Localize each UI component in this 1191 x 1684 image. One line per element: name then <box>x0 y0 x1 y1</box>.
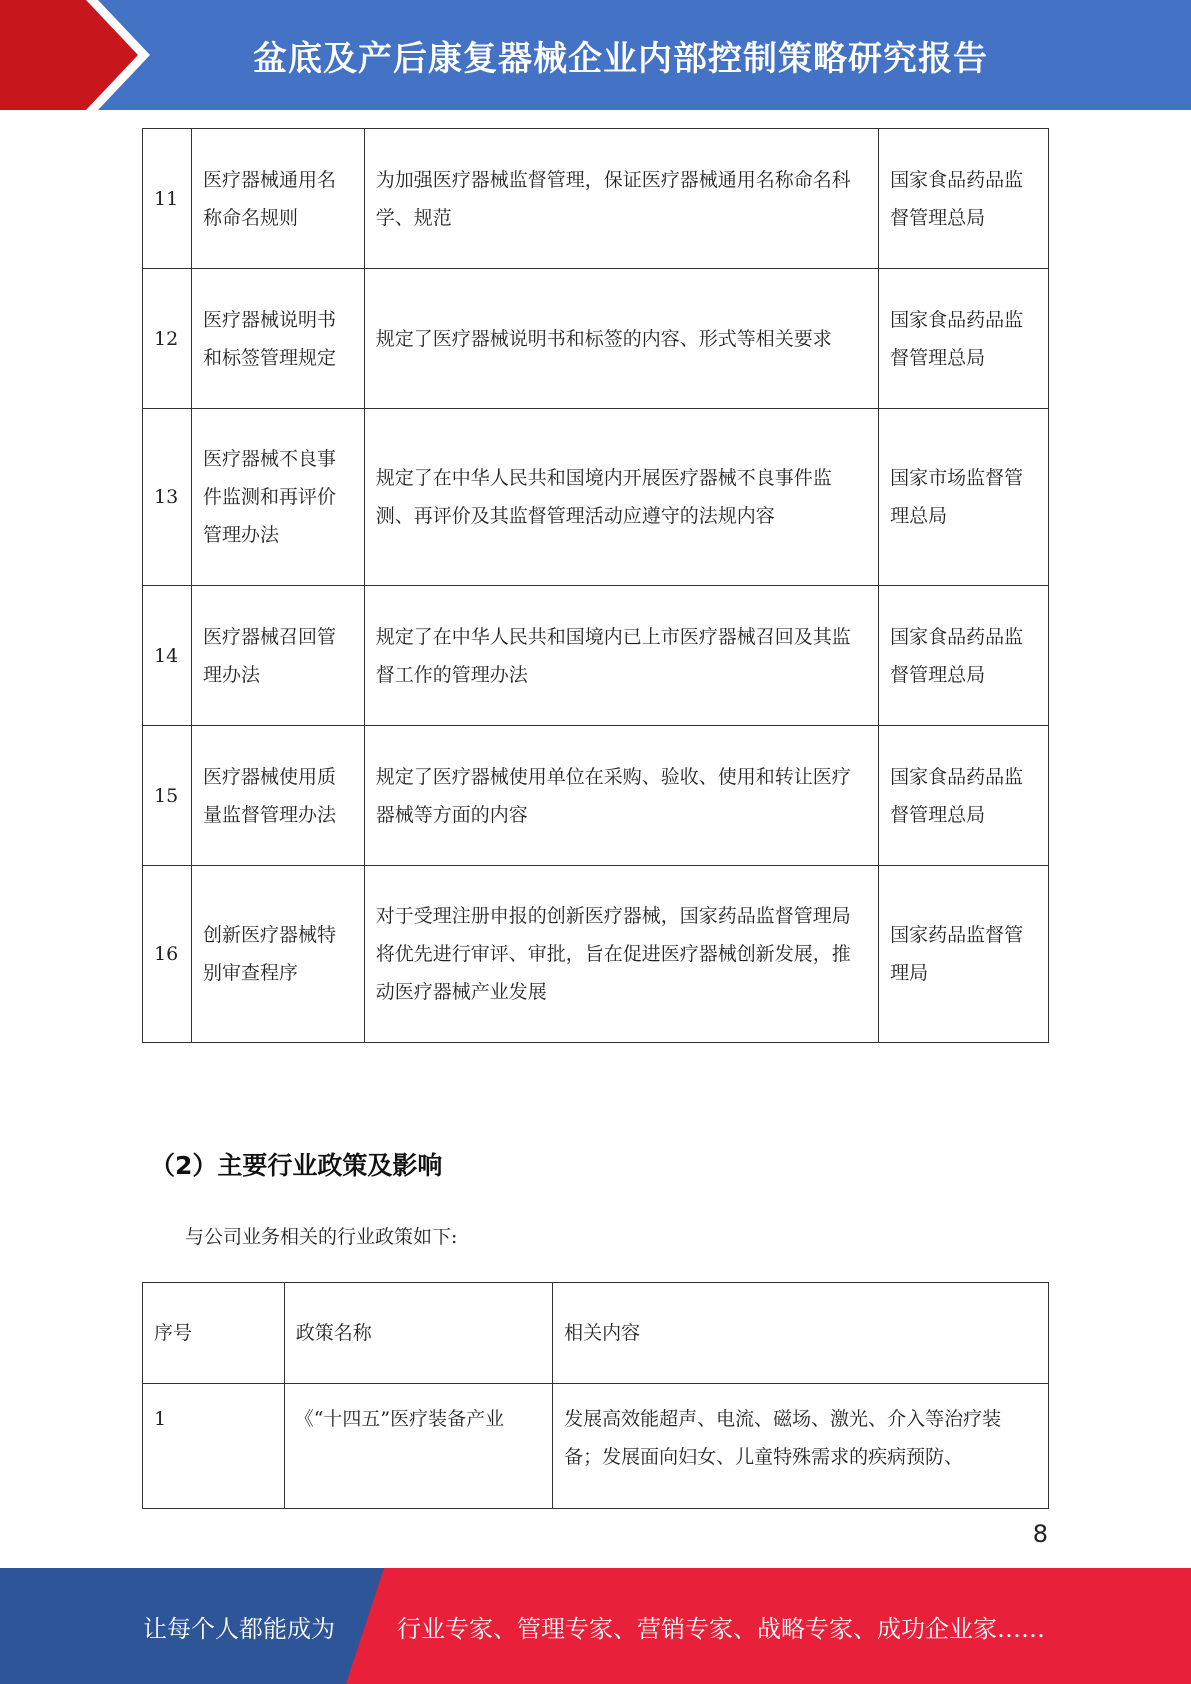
regulations-table <box>142 128 1049 1043</box>
row-number: 15 <box>143 726 192 866</box>
column-header-policy-name: 政策名称 <box>284 1283 552 1384</box>
table-row <box>143 586 1049 726</box>
section-intro: 与公司业务相关的行业政策如下: <box>185 1226 458 1248</box>
table-row <box>143 129 1049 269</box>
column-header-content: 相关内容 <box>553 1283 1049 1384</box>
page-footer <box>0 1568 1191 1684</box>
table-row <box>143 726 1049 866</box>
table-row <box>143 409 1049 586</box>
policy-content: 发展高效能超声、电流、磁场、激光、介入等治疗装备；发展面向妇女、儿童特殊需求的疾病预防、 <box>553 1384 1049 1509</box>
issuing-authority: 国家市场监督管理总局 <box>879 409 1049 586</box>
regulation-name: 医疗器械召回管理办法 <box>191 586 364 726</box>
policy-table <box>142 1282 1049 1509</box>
issuing-authority: 国家食品药品监督管理总局 <box>879 269 1049 409</box>
regulation-content: 规定了在中华人民共和国境内开展医疗器械不良事件监测、再评价及其监督管理活动应遵守的法规内容 <box>364 409 878 586</box>
footer-slogan-left: 让每个人都能成为 <box>143 1614 335 1643</box>
report-title: 盆底及产后康复器械企业内部控制策略研究报告 <box>253 38 988 79</box>
regulation-content: 为加强医疗器械监督管理，保证医疗器械通用名称命名科学、规范 <box>364 129 878 269</box>
regulation-content: 规定了医疗器械使用单位在采购、验收、使用和转让医疗器械等方面的内容 <box>364 726 878 866</box>
regulation-name: 创新医疗器械特别审查程序 <box>191 866 364 1043</box>
column-header-number: 序号 <box>143 1283 285 1384</box>
regulation-content: 规定了医疗器械说明书和标签的内容、形式等相关要求 <box>364 269 878 409</box>
row-number: 1 <box>143 1384 285 1509</box>
issuing-authority: 国家食品药品监督管理总局 <box>879 129 1049 269</box>
regulation-name: 医疗器械说明书和标签管理规定 <box>191 269 364 409</box>
row-number: 11 <box>143 129 192 269</box>
policy-name: 《“十四五”医疗装备产业 <box>284 1384 552 1509</box>
issuing-authority: 国家食品药品监督管理总局 <box>879 726 1049 866</box>
row-number: 12 <box>143 269 192 409</box>
table-row <box>143 1384 1049 1509</box>
issuing-authority: 国家药品监督管理局 <box>879 866 1049 1043</box>
issuing-authority: 国家食品药品监督管理总局 <box>879 586 1049 726</box>
page-number: 8 <box>1032 1520 1048 1548</box>
regulation-name: 医疗器械使用质量监督管理办法 <box>191 726 364 866</box>
page-header <box>0 0 1191 110</box>
regulation-content: 规定了在中华人民共和国境内已上市医疗器械召回及其监督工作的管理办法 <box>364 586 878 726</box>
regulation-name: 医疗器械通用名称命名规则 <box>191 129 364 269</box>
header-chevron-decoration <box>0 0 160 110</box>
regulation-content: 对于受理注册申报的创新医疗器械，国家药品监督管理局将优先进行审评、审批，旨在促进医疗器械创新发展，推动医疗器械产业发展 <box>364 866 878 1043</box>
section-heading: （2）主要行业政策及影响 <box>150 1151 443 1180</box>
row-number: 13 <box>143 409 192 586</box>
regulation-name: 医疗器械不良事件监测和再评价管理办法 <box>191 409 364 586</box>
table-row <box>143 269 1049 409</box>
footer-slogan-right: 行业专家、管理专家、营销专家、战略专家、成功企业家…… <box>397 1614 1045 1643</box>
table-header-row <box>143 1283 1049 1384</box>
table-row <box>143 866 1049 1043</box>
row-number: 14 <box>143 586 192 726</box>
row-number: 16 <box>143 866 192 1043</box>
